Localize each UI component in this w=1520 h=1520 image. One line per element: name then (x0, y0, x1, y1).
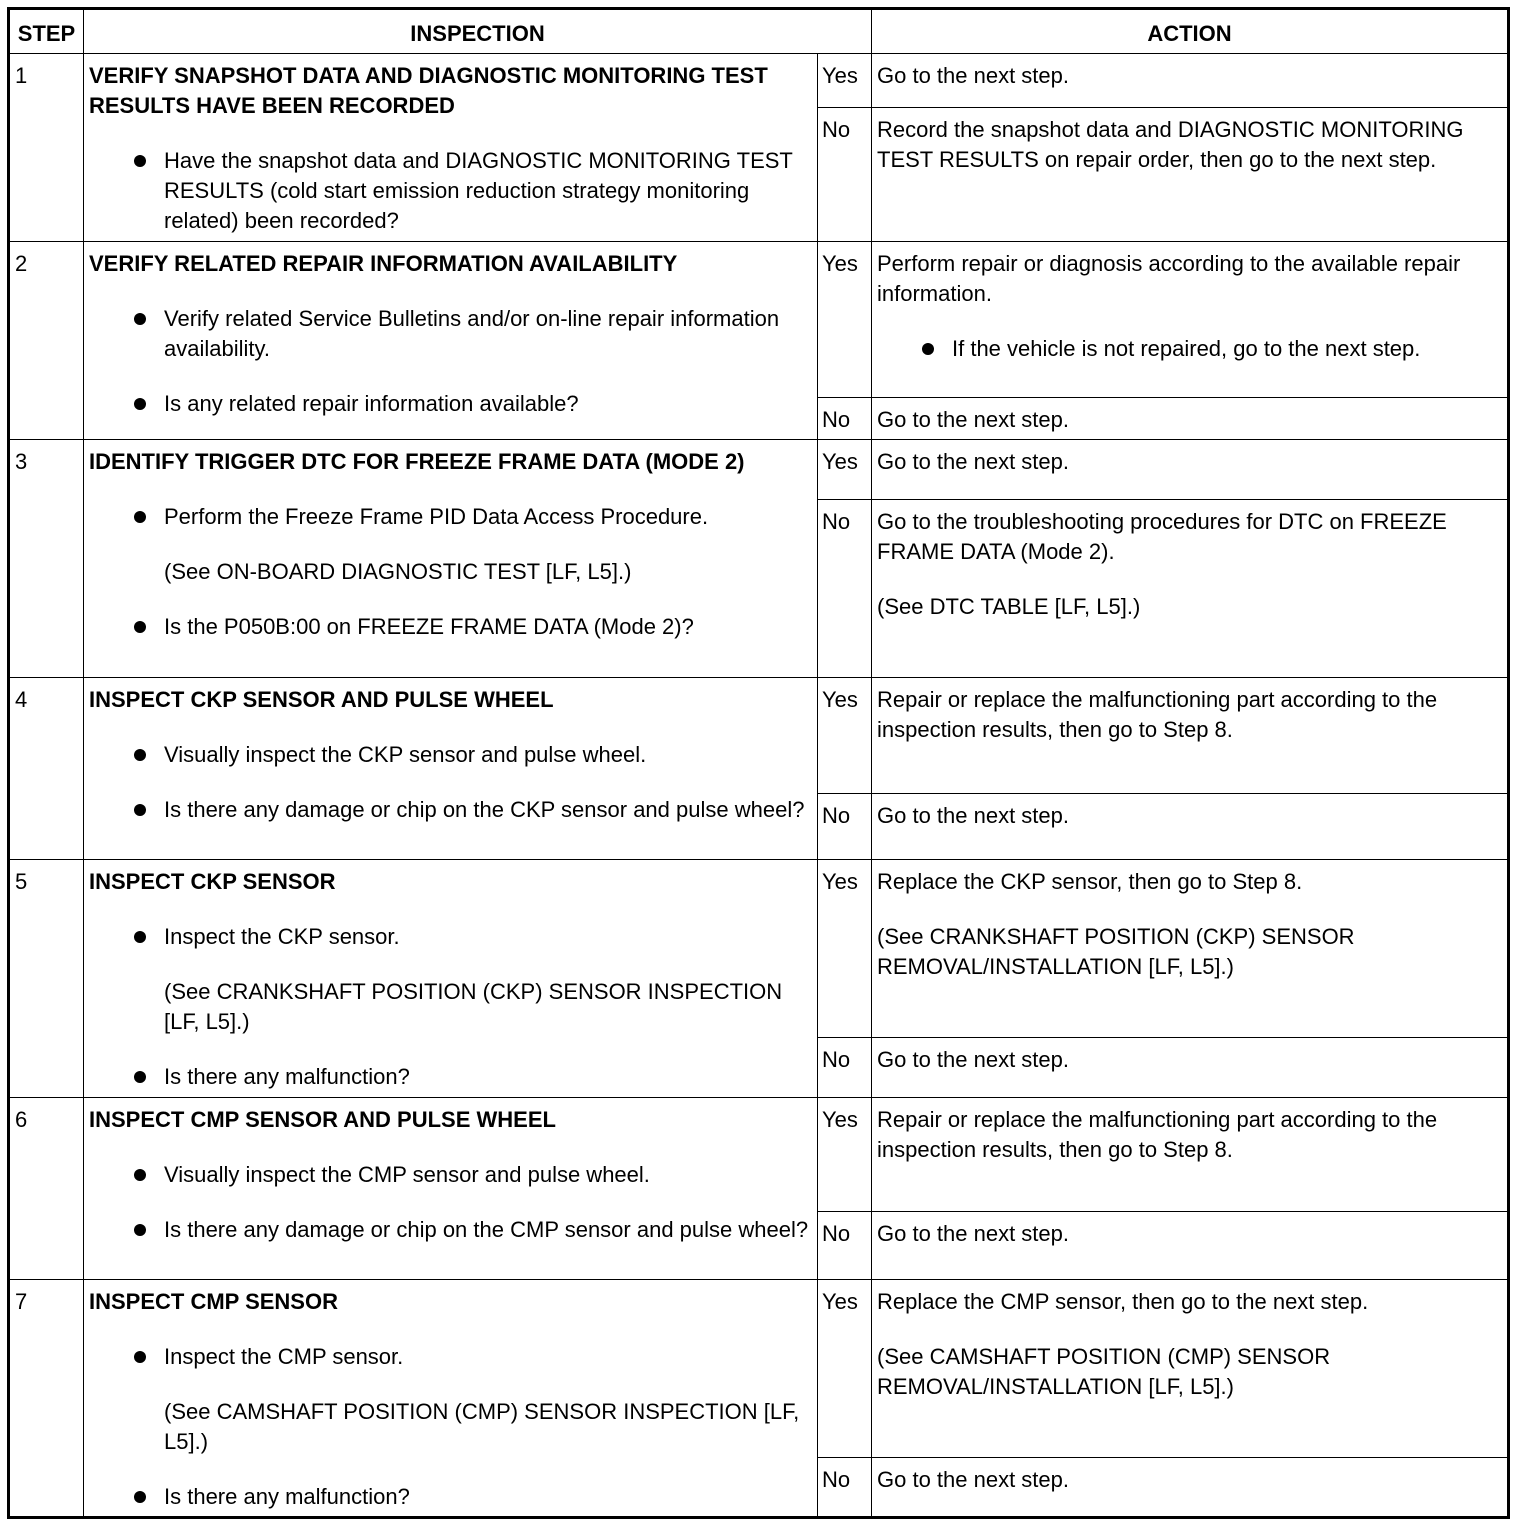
inspection-bullet-text: Perform the Freeze Frame PID Data Access Procedure. (164, 504, 709, 529)
inspection-bullet-item (89, 612, 813, 642)
header-action: ACTION (872, 9, 1509, 54)
inspection-title: VERIFY SNAPSHOT DATA AND DIAGNOSTIC MONITORING TEST RESULTS HAVE BEEN RECORDED (89, 63, 768, 118)
inspection-bullet-list (89, 146, 813, 236)
inspection-bullet-item (89, 922, 813, 1037)
yes-action-cell (872, 1280, 1509, 1458)
inspection-bullet-text: Is there any malfunction? (164, 1064, 410, 1089)
step-number-cell: 4 (9, 678, 84, 860)
bullet-dot-icon (134, 1169, 146, 1181)
inspection-title: INSPECT CMP SENSOR AND PULSE WHEEL (89, 1107, 556, 1132)
bullet-dot-icon (134, 621, 146, 633)
no-action-cell (872, 1038, 1509, 1098)
inspection-bullet-list (89, 1160, 813, 1245)
yes-action-text: Repair or replace the malfunctioning part according to the inspection results, then go to Step 8. (877, 687, 1438, 742)
step-number-cell: 2 (9, 242, 84, 440)
header-step: STEP (9, 9, 84, 54)
document-page (7, 7, 1510, 1519)
bullet-dot-icon (134, 398, 146, 410)
bullet-dot-icon (134, 1071, 146, 1083)
table-header-row (9, 9, 1509, 54)
table-body (9, 54, 1509, 1518)
inspection-title: INSPECT CKP SENSOR AND PULSE WHEEL (89, 687, 554, 712)
no-action-cell (872, 794, 1509, 860)
inspection-cell (84, 440, 818, 678)
yes-action-cell (872, 440, 1509, 500)
inspection-bullet-list (89, 502, 813, 642)
inspection-bullet-item (89, 146, 813, 236)
yes-action-cell (872, 860, 1509, 1038)
inspection-cell (84, 1098, 818, 1280)
action-bullet-list (877, 334, 1503, 364)
inspection-title: IDENTIFY TRIGGER DTC FOR FREEZE FRAME DATA (MODE 2) (89, 449, 745, 474)
bullet-dot-icon (134, 1351, 146, 1363)
no-action-text: Record the snapshot data and DIAGNOSTIC MONITORING TEST RESULTS on repair order, then go to the next step. (877, 117, 1464, 172)
action-reference-note: (See CAMSHAFT POSITION (CMP) SENSOR REMOVAL/INSTALLATION [LF, L5].) (877, 1344, 1331, 1399)
inspection-bullet-item (89, 1160, 813, 1190)
yes-action-cell (872, 1098, 1509, 1212)
yes-action-text: Go to the next step. (877, 63, 1070, 88)
inspection-reference-note: (See CAMSHAFT POSITION (CMP) SENSOR INSPECTION [LF, L5].) (164, 1399, 800, 1454)
inspection-bullet-text: Is there any damage or chip on the CMP sensor and pulse wheel? (164, 1217, 809, 1242)
inspection-bullet-text: Inspect the CMP sensor. (164, 1344, 404, 1369)
inspection-bullet-item (89, 1482, 813, 1512)
inspection-title: INSPECT CKP SENSOR (89, 869, 336, 894)
no-action-text: Go to the next step. (877, 803, 1070, 828)
table-row (9, 440, 1509, 500)
no-action-text: Go to the next step. (877, 1047, 1070, 1072)
inspection-cell (84, 54, 818, 242)
no-action-cell (872, 108, 1509, 242)
table-row (9, 54, 1509, 108)
no-label-cell: No (818, 108, 872, 242)
inspection-bullet-text: Visually inspect the CKP sensor and pulse wheel. (164, 742, 647, 767)
no-label-cell: No (818, 1458, 872, 1518)
inspection-bullet-item (89, 795, 813, 825)
header-inspection: INSPECTION (84, 9, 872, 54)
inspection-bullet-list (89, 922, 813, 1092)
inspection-bullet-item (89, 1215, 813, 1245)
yes-action-text: Replace the CKP sensor, then go to Step 8. (877, 869, 1303, 894)
inspection-bullet-text: Have the snapshot data and DIAGNOSTIC MONITORING TEST RESULTS (cold start emission reduction strategy monitoring related) been recorded? (164, 148, 793, 233)
inspection-bullet-item (89, 740, 813, 770)
action-reference-note: (See CRANKSHAFT POSITION (CKP) SENSOR REMOVAL/INSTALLATION [LF, L5].) (877, 924, 1355, 979)
no-action-text: Go to the next step. (877, 1467, 1070, 1492)
yes-label-cell: Yes (818, 242, 872, 398)
step-number-cell: 1 (9, 54, 84, 242)
yes-label-cell: Yes (818, 678, 872, 794)
no-label-cell: No (818, 398, 872, 440)
no-label-cell: No (818, 500, 872, 678)
yes-action-cell (872, 54, 1509, 108)
inspection-bullet-text: Is the P050B:00 on FREEZE FRAME DATA (Mode 2)? (164, 614, 694, 639)
bullet-dot-icon (134, 313, 146, 325)
yes-label-cell: Yes (818, 1098, 872, 1212)
inspection-bullet-item (89, 1062, 813, 1092)
inspection-title: VERIFY RELATED REPAIR INFORMATION AVAILABILITY (89, 251, 678, 276)
no-label-cell: No (818, 1038, 872, 1098)
yes-label-cell: Yes (818, 860, 872, 1038)
inspection-bullet-text: Is there any damage or chip on the CKP sensor and pulse wheel? (164, 797, 805, 822)
inspection-cell (84, 860, 818, 1098)
action-bullet-item (877, 334, 1503, 364)
inspection-bullet-text: Is there any malfunction? (164, 1484, 410, 1509)
inspection-bullet-list (89, 740, 813, 825)
action-reference-note: (See DTC TABLE [LF, L5].) (877, 594, 1141, 619)
no-action-cell (872, 500, 1509, 678)
inspection-bullet-item (89, 502, 813, 587)
inspection-bullet-item (89, 389, 813, 419)
no-action-text: Go to the troubleshooting procedures for DTC on FREEZE FRAME DATA (Mode 2). (877, 509, 1447, 564)
no-action-text: Go to the next step. (877, 1221, 1070, 1246)
inspection-title: INSPECT CMP SENSOR (89, 1289, 338, 1314)
yes-action-text: Perform repair or diagnosis according to the available repair information. (877, 251, 1461, 306)
inspection-reference-note: (See CRANKSHAFT POSITION (CKP) SENSOR INSPECTION [LF, L5].) (164, 979, 783, 1034)
yes-action-cell (872, 678, 1509, 794)
table-row (9, 1098, 1509, 1212)
table-row (9, 678, 1509, 794)
inspection-bullet-item (89, 304, 813, 364)
bullet-dot-icon (134, 749, 146, 761)
bullet-dot-icon (134, 931, 146, 943)
inspection-bullet-list (89, 1342, 813, 1512)
inspection-bullet-text: Visually inspect the CMP sensor and pulse wheel. (164, 1162, 650, 1187)
bullet-dot-icon (134, 1491, 146, 1503)
table-row (9, 1280, 1509, 1458)
yes-label-cell: Yes (818, 440, 872, 500)
no-action-cell (872, 398, 1509, 440)
diagnostic-table (7, 7, 1510, 1519)
step-number-cell: 6 (9, 1098, 84, 1280)
bullet-dot-icon (134, 511, 146, 523)
table-row (9, 860, 1509, 1038)
yes-action-text: Replace the CMP sensor, then go to the next step. (877, 1289, 1369, 1314)
inspection-bullet-list (89, 304, 813, 419)
yes-action-text: Go to the next step. (877, 449, 1070, 474)
inspection-reference-note: (See ON-BOARD DIAGNOSTIC TEST [LF, L5].) (164, 559, 632, 584)
no-action-cell (872, 1458, 1509, 1518)
action-bullet-text: If the vehicle is not repaired, go to the next step. (952, 336, 1421, 361)
yes-action-text: Repair or replace the malfunctioning part according to the inspection results, then go to Step 8. (877, 1107, 1438, 1162)
yes-label-cell: Yes (818, 54, 872, 108)
step-number-cell: 3 (9, 440, 84, 678)
inspection-bullet-text: Is any related repair information available? (164, 391, 579, 416)
no-action-text: Go to the next step. (877, 407, 1070, 432)
no-action-cell (872, 1212, 1509, 1280)
no-label-cell: No (818, 1212, 872, 1280)
inspection-bullet-text: Verify related Service Bulletins and/or on-line repair information availability. (164, 306, 780, 361)
bullet-dot-icon (134, 804, 146, 816)
inspection-bullet-item (89, 1342, 813, 1457)
bullet-dot-icon (134, 155, 146, 167)
inspection-cell (84, 1280, 818, 1518)
yes-action-cell (872, 242, 1509, 398)
yes-label-cell: Yes (818, 1280, 872, 1458)
bullet-dot-icon (134, 1224, 146, 1236)
bullet-dot-icon (922, 343, 934, 355)
no-label-cell: No (818, 794, 872, 860)
inspection-cell (84, 678, 818, 860)
step-number-cell: 7 (9, 1280, 84, 1518)
inspection-cell (84, 242, 818, 440)
step-number-cell: 5 (9, 860, 84, 1098)
inspection-bullet-text: Inspect the CKP sensor. (164, 924, 400, 949)
table-row (9, 242, 1509, 398)
